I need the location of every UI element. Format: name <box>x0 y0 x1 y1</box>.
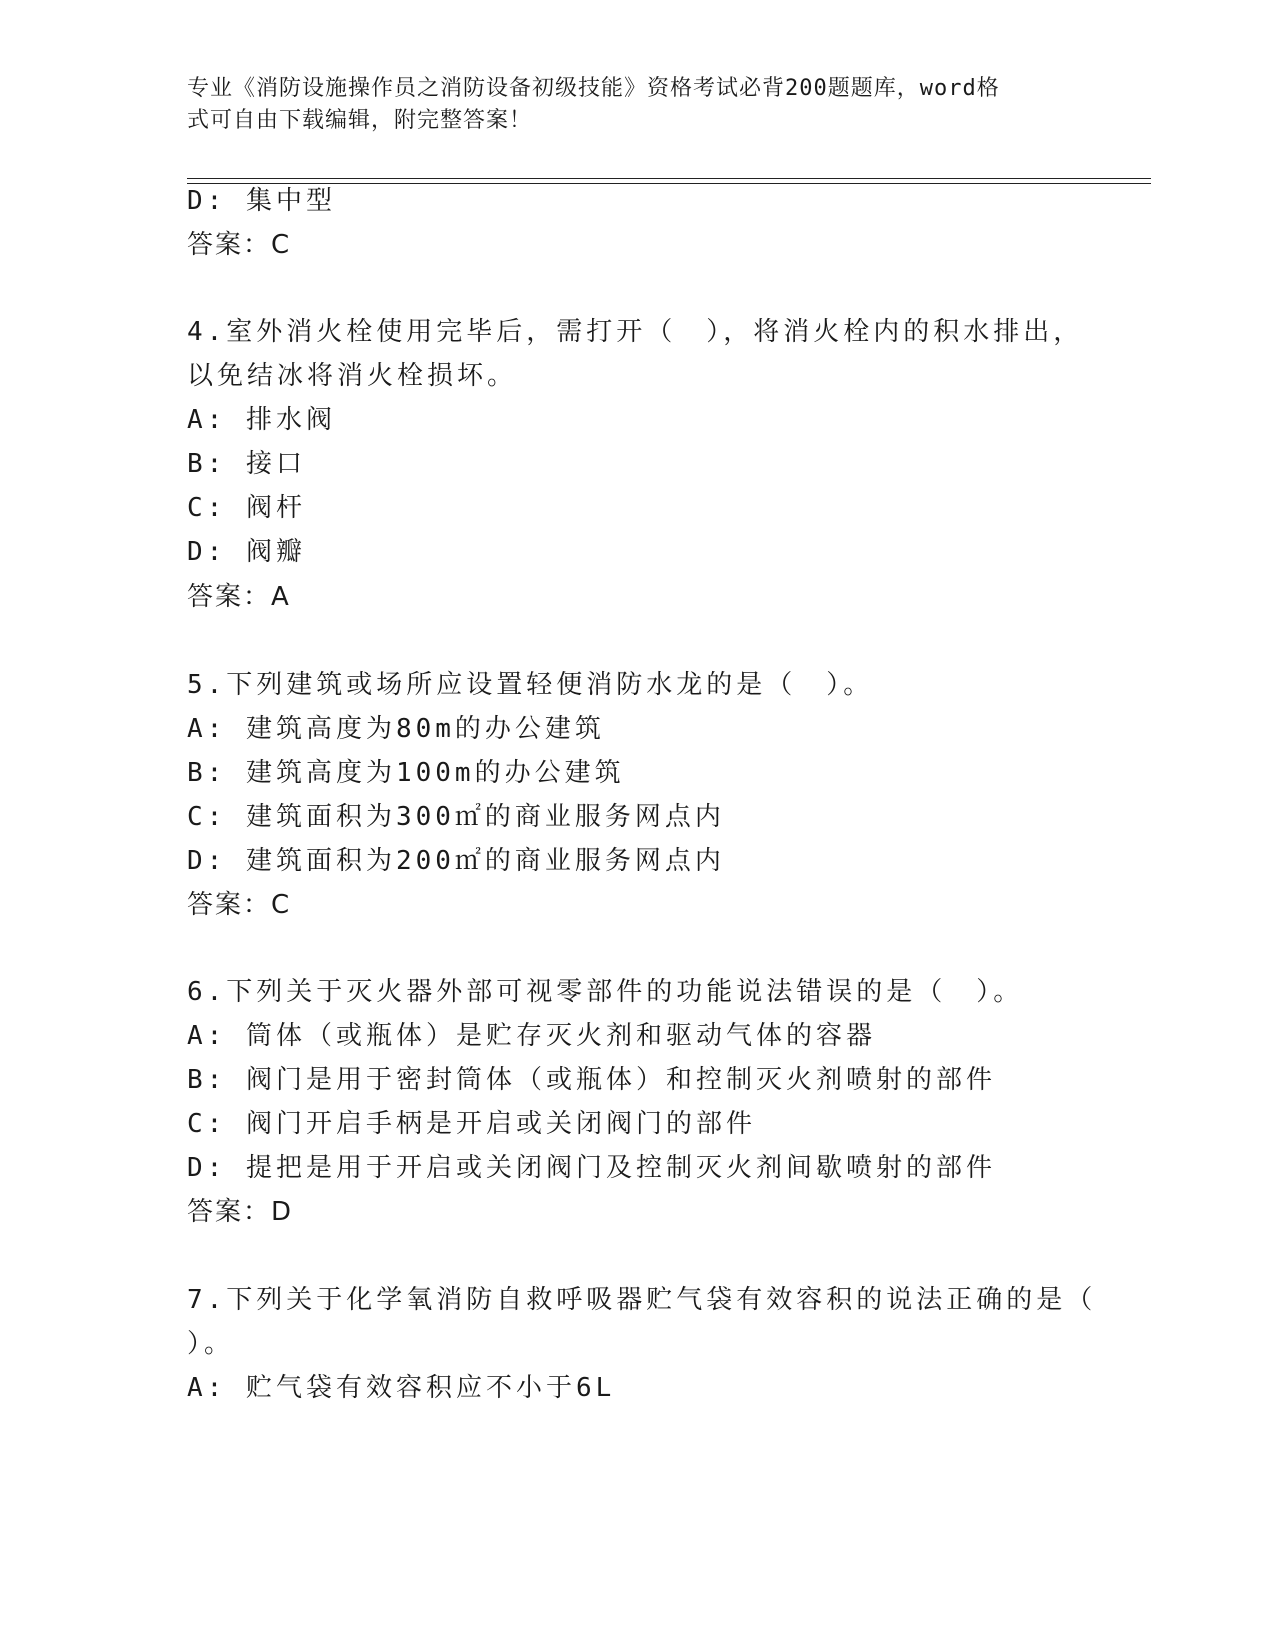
header-line-2: 式可自由下载编辑，附完整答案！ <box>187 108 533 133</box>
header-line-1: 专业《消防设施操作员之消防设备初级技能》资格考试必背200题题库，word格 <box>187 76 1000 101</box>
q6-answer: 答案：D <box>187 1197 294 1227</box>
q4-option-a: A: 排水阀 <box>187 405 336 435</box>
q5-option-b: B: 建筑高度为100m的办公建筑 <box>187 758 625 788</box>
q5-option-d: D: 建筑面积为200㎡的商业服务网点内 <box>187 846 725 876</box>
q4-stem-line-2: 以免结冰将消火栓损坏。 <box>187 361 518 391</box>
q6-option-a: A: 筒体（或瓶体）是贮存灭火剂和驱动气体的容器 <box>187 1021 876 1051</box>
q3-option-d: D: 集中型 <box>187 186 336 216</box>
q5-option-a: A: 建筑高度为80m的办公建筑 <box>187 714 605 744</box>
q6-option-b: B: 阀门是用于密封筒体（或瓶体）和控制灭火剂喷射的部件 <box>187 1065 996 1095</box>
q7-option-a: A: 贮气袋有效容积应不小于6L <box>187 1373 616 1403</box>
q4-option-b: B: 接口 <box>187 449 306 479</box>
q6-stem-line-1: 6.下列关于灭火器外部可视零部件的功能说法错误的是（ ）。 <box>187 977 1024 1007</box>
q3-answer: 答案：C <box>187 230 292 260</box>
q5-stem-line-1: 5.下列建筑或场所应设置轻便消防水龙的是（ ）。 <box>187 670 874 700</box>
q4-option-d: D: 阀瓣 <box>187 537 306 567</box>
q7-stem-line-1: 7.下列关于化学氧消防自救呼吸器贮气袋有效容积的说法正确的是（ <box>187 1285 1097 1315</box>
q7-stem-line-2: ）。 <box>187 1329 235 1359</box>
q5-answer: 答案：C <box>187 890 292 920</box>
q5-option-c: C: 建筑面积为300㎡的商业服务网点内 <box>187 802 725 832</box>
q4-stem-line-1: 4.室外消火栓使用完毕后，需打开（ ），将消火栓内的积水排出， <box>187 317 1084 347</box>
q4-answer: 答案：A <box>187 582 291 612</box>
q6-option-d: D: 提把是用于开启或关闭阀门及控制灭火剂间歇喷射的部件 <box>187 1153 996 1183</box>
document-header <box>187 73 1067 137</box>
q6-option-c: C: 阀门开启手柄是开启或关闭阀门的部件 <box>187 1109 756 1139</box>
q4-option-c: C: 阀杆 <box>187 493 306 523</box>
header-divider-top <box>187 178 1151 179</box>
